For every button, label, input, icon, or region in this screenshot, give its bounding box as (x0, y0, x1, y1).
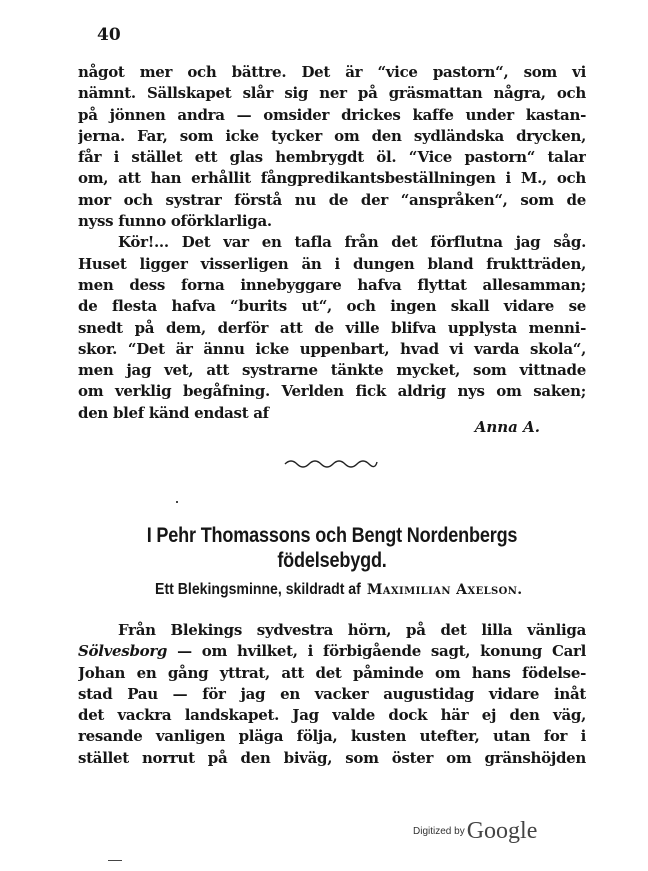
text-line-remainder: — om hvilket, i förbigående sagt, konung Carl (167, 642, 586, 661)
text-line: om verklig begåfning. Verlden fick aldrig nys om saken; (78, 382, 586, 401)
text-line: det vackra landskapet. Jag valde dock här ej den väg, (78, 706, 586, 725)
article-title-line-2: födelsebygd. (277, 549, 387, 572)
text-line: snedt på dem, derför att de ville blifva upplysta menni- (78, 318, 586, 337)
text-line: stället norrut på den biväg, som öster om gränshöjden (78, 748, 586, 767)
italic-place-name: Sölvesborg (78, 642, 168, 661)
print-mark (108, 860, 122, 861)
print-speck (176, 501, 178, 503)
article-subtitle (60, 579, 590, 599)
text-line: nyss funno oförklarliga. (78, 212, 272, 231)
digitized-label: Digitized by (413, 826, 465, 837)
article-title-line-1: I Pehr Thomassons och Bengt Nordenbergs (146, 524, 518, 547)
wavy-divider-ornament (283, 457, 379, 469)
text-line (78, 641, 586, 662)
google-logo: Google (466, 818, 538, 844)
text-line: nämnt. Sällskapet slår sig ner på gräsmattan några, och (78, 84, 586, 103)
text-line: om, att han erhållit fångpredikantsbeställningen i M., och (78, 169, 586, 188)
text-line: men jag vet, att systrarne tänkte mycket, som vittnade (78, 361, 586, 380)
text-line: jerna. Far, som icke tycker om den sydländska drycken, (78, 126, 586, 145)
text-line: Johan en gång yttrat, att det påminde om hans födelse- (78, 663, 586, 682)
text-line: skor. “Det är ännu icke uppenbart, hvad vi varda skola“, (78, 339, 586, 358)
text-line: något mer och bättre. Det är “vice pastorn“, som vi (78, 63, 586, 81)
text-line: de flesta hafva “burits ut“, och ingen skall vidare se (78, 297, 586, 316)
text-line: men dess forna innebyggare hafva flyttat allesamman; (78, 275, 586, 294)
text-line: stad Pau — för jag en vacker augustidag vidare inåt (78, 684, 586, 703)
subtitle-prefix: Ett Blekingsminne, skildradt af (155, 581, 362, 598)
text-line: får i stället ett glas hembrygdt öl. “Vice pastorn“ talar (78, 148, 586, 167)
page-number: 40 (97, 25, 121, 45)
text-line: på jönnen andra — omsider drickes kaffe under kastan- (78, 105, 586, 124)
text-line: den blef känd endast af (78, 403, 269, 422)
text-line: Från Blekings sydvestra hörn, på det lilla vänliga (118, 621, 586, 639)
subtitle-author: Maximilian Axelson. (366, 582, 523, 598)
digitized-by-google-watermark (413, 818, 537, 845)
text-line: mor och systrar förstå nu de der “anspråken“, som de (78, 190, 586, 209)
text-line: resande vanligen pläga följa, kusten utefter, utan for i (78, 727, 586, 746)
text-line: Huset ligger visserligen än i dungen bland fruktträden, (78, 254, 586, 273)
previous-article-text (78, 62, 586, 424)
author-signature: Anna A. (474, 418, 540, 436)
article-text (78, 620, 586, 769)
text-line: Kör!... Det var en tafla från det förflutna jag såg. (118, 233, 586, 252)
